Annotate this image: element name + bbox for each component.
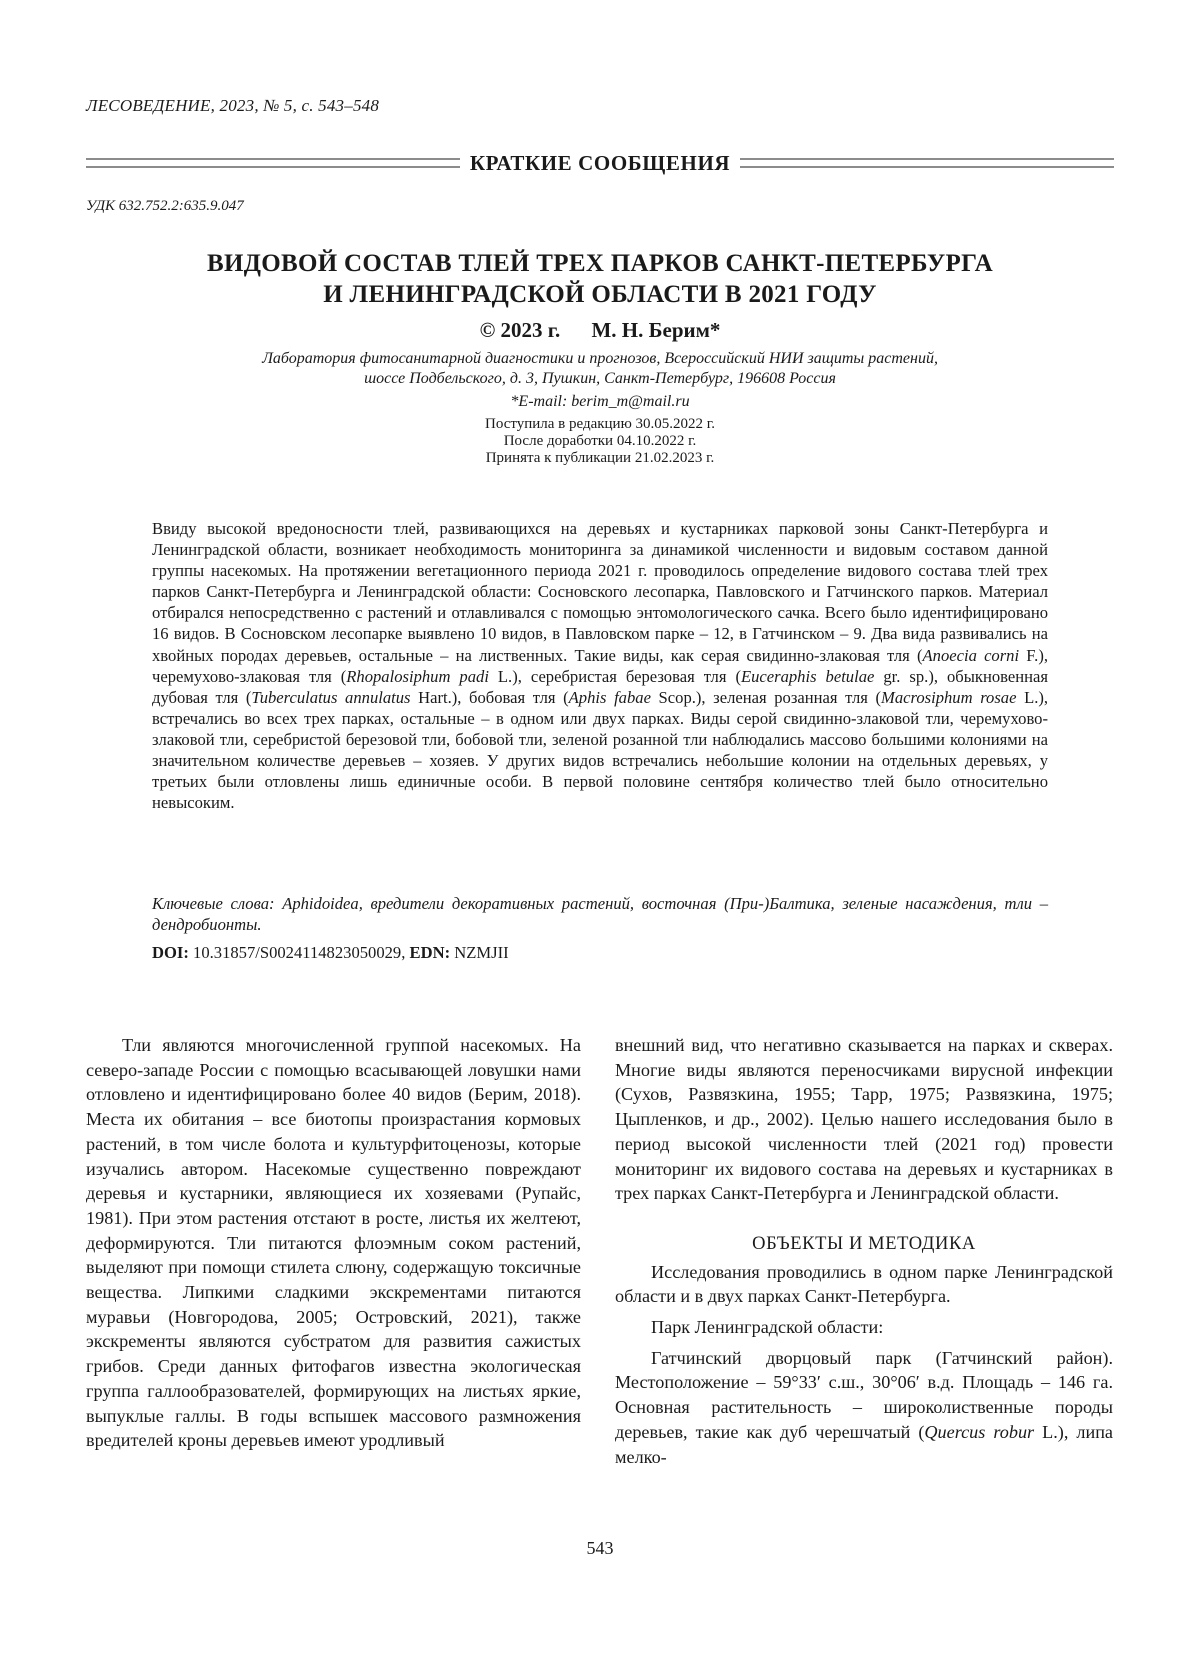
species-name: Euceraphis betulae (740, 666, 875, 686)
copyright: © 2023 г. (479, 318, 561, 342)
abstract-text: gr. sp.), обыкновенная дубовая тля ( (152, 666, 1048, 707)
title-line-1: ВИДОВОЙ СОСТАВ ТЛЕЙ ТРЕХ ПАРКОВ САНКТ-ПЕТЕРБУРГА (207, 250, 993, 277)
byline (100, 318, 1100, 343)
double-rule-right (740, 158, 1114, 168)
body-column-left (86, 1033, 581, 1453)
abstract-text: L.), серебристая березовая тля ( (488, 666, 741, 686)
accepted-date: Принята к публикации 21.02.2023 г. (485, 450, 715, 466)
doi-value[interactable]: 10.31857/S0024114823050029, (188, 943, 410, 962)
udk-code: УДК 632.752.2:635.9.047 (86, 198, 244, 214)
affiliation (100, 349, 1100, 389)
abstract-text: Ввиду высокой вредоносности тлей, развивающихся на деревьях и кустарниках парковой зоны Санкт-Петербурга и Ленинградской области, возникает необходимость мониторинга за динамикой численности и видовым составом данной группы насекомых. На протяжении вегетационного периода 2021 г. проводилось определение видового состава тлей трех парков Санкт-Петербурга и Ленинградской области: Сосновского лесопарка, Павловского и Гатчинского парков. Материал отбирался непосредственно с растений и отлавливался с помощью энтомологического сачка. Всего было идентифицировано 16 видов. В Сосновском лесопарке выявлено 10 видов, в Павловском парке – 12, в Гатчинском – 9. Два вида развивались на хвойных породах деревьев, остальные – на лиственных. Такие виды, как серая свидинно-злаковая тля ( (152, 519, 1048, 665)
keywords: Ключевые слова: Aphidoidea, вредители декоративных растений, восточная (При-)Балтика, зеленые насаждения, тли – дендробионты. (152, 894, 1048, 934)
article-header (100, 248, 1100, 467)
methods-paragraph: Парк Ленинградской области: (651, 1317, 884, 1338)
affiliation-line-2: шоссе Подбельского, д. 3, Пушкин, Санкт-Петербург, 196608 Россия (364, 370, 836, 387)
methods-heading: ОБЪЕКТЫ И МЕТОДИКА (752, 1233, 976, 1254)
abstract-text: L.), встречались во всех трех парках, остальные – в одном или двух парках. Виды серой свидинно-злаковой тли, черемухово-злаковой тли, серебристой березовой тли, бобовой тли, зеленой розанной тли наблюдались массово большими колониями на значительном количестве деревьев – хозяев. У других видов встречались небольшие колонии на отдельных деревьях, у третьих были отловлены лишь единичные особи. В первой половине сентября количество тлей было относительно невысоким. (152, 687, 1049, 813)
edn-value: NZMJII (450, 943, 509, 962)
abstract-text: Hart.), бобовая тля ( (410, 687, 569, 707)
received-date: Поступила в редакцию 30.05.2022 г. (484, 416, 715, 432)
species-name: Macrosiphum rosae (881, 687, 1017, 707)
title-line-2: И ЛЕНИНГРАДСКОЙ ОБЛАСТИ В 2021 ГОДУ (323, 281, 877, 308)
journal-citation: ЛЕСОВЕДЕНИЕ, 2023, № 5, с. 543–548 (86, 96, 380, 115)
identifiers (152, 943, 509, 963)
species-name: Tuberculatus annulatus (251, 687, 411, 707)
doi-label: DOI: (152, 943, 189, 962)
section-title: КРАТКИЕ СООБЩЕНИЯ (469, 150, 731, 175)
article-title (100, 248, 1100, 310)
revised-date: После доработки 04.10.2022 г. (503, 433, 697, 449)
methods-paragraph (615, 1346, 1113, 1470)
intro-paragraph-continued: внешний вид, что негативно сказывается на парках и скверах. Многие виды являются переносчиками вирусной инфекции (Сухов, Развязкина, 1955; Тарр, 1975; Развязкина, 1975; Цыпленков, и др., 2002). Целью нашего исследования было в период высокой численности тлей (2021 год) провести мониторинг их видового состава на деревьях и кустарниках в трех парках Санкт-Петербурга и Ленинградской области. (615, 1035, 1113, 1204)
species-name: Anoecia corni (922, 645, 1020, 665)
intro-paragraph: Тли являются многочисленной группой насекомых. На северо-западе России с помощью всасывающей ловушки нами отловлено и идентифицировано более 40 видов (Берим, 2018). Места их обитания – все биотопы произрастания кормовых растений, в том числе болота и культурфитоценозы, которые изучались автором. Насекомые существенно повреждают деревья и кустарники, являющиеся их хозяевами (Рупайс, 1981). При этом растения отстают в росте, листья их желтеют, деформируются. Тли питаются флоэмным соком растений, выделяют при помощи стилета слюну, содержащую токсичные вещества. Липкими сладкими экскрементами питаются муравьи (Новгородова, 2005; Островский, 2021), также экскременты являются субстратом для развития сажистых грибов. Среди данных фитофагов известна экологическая группа галлообразователей, формирующих на листьях яркие, выпуклые галлы. В годы вспышек массового размножения вредителей кроны деревьев имеют уродливый (86, 1035, 581, 1451)
double-rule-left (86, 158, 460, 168)
page-number: 543 (586, 1538, 614, 1558)
paragraph-text: Гатчинский дворцовый парк (Гатчинский район). Местоположение – 59°33′ с.ш., 30°06′ в.д. Площадь – 146 га. Основная растительность – широколиственные породы деревьев, такие как дуб черешчатый ( (615, 1347, 1113, 1442)
affiliation-line-1: Лаборатория фитосанитарной диагностики и прогнозов, Всероссийский НИИ защиты растений, (262, 350, 938, 367)
body-column-right (615, 1033, 1113, 1469)
species-name: Rhopalosiphum padi (346, 666, 489, 686)
species-name: Quercus robur (924, 1421, 1035, 1442)
edn-label: EDN: (409, 943, 451, 962)
author-name: М. Н. Берим* (591, 318, 721, 342)
submission-dates (100, 416, 1100, 467)
species-name: Aphis fabae (568, 687, 651, 707)
paragraph-text: L.), липа мелко- (615, 1421, 1113, 1467)
author-email[interactable]: *E-mail: berim_m@mail.ru (510, 393, 690, 410)
abstract-text: F.), черемухово-злаковая тля ( (152, 645, 1048, 686)
abstract-text: Scop.), зеленая розанная тля ( (650, 687, 882, 707)
abstract (152, 518, 1048, 813)
section-header (86, 148, 1114, 178)
methods-paragraph: Исследования проводились в одном парке Ленинградской области и в двух парках Санкт-Петербурга. (615, 1261, 1113, 1307)
